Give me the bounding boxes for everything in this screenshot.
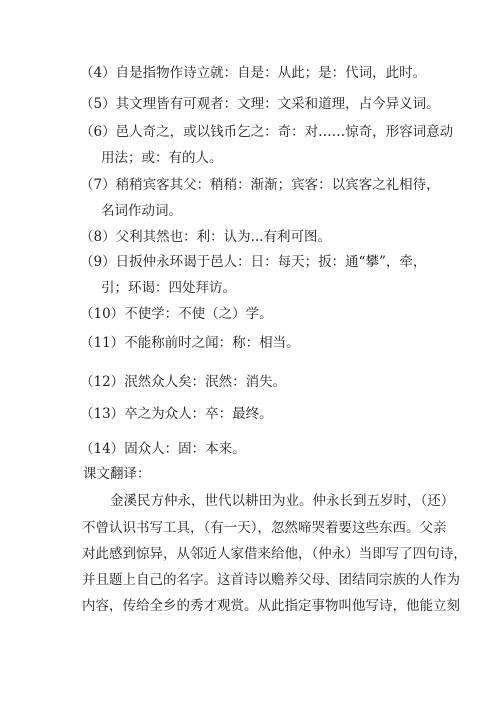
note-number: （8） [80,229,116,245]
note-10 [80,305,273,323]
note-12 [80,373,286,391]
note-text: 父利其然也：利：认为...有利可图。 [115,229,331,245]
note-text: 自是指物作诗立就：自是：从此；是：代词，此时。 [115,65,427,81]
note-text: 名词作动词。 [101,203,182,219]
note-text: 邑人奇之，或以钱币乞之：奇：对……惊奇，形容词意动 [115,124,454,140]
note-text: 稍稍宾客其父：稍稍：渐渐；宾客：以宾客之礼相待， [115,177,440,193]
note-number: （10） [80,306,125,322]
note-number: （11） [80,335,125,351]
note-number: （6） [80,124,116,140]
note-11 [80,334,300,352]
translation-line: 并且题上自己的名字。这首诗以赡养父母、团结同宗族的人作为 [82,572,460,588]
note-6-continued [101,149,223,167]
note-text: 不使学：不使（之）学。 [124,306,273,322]
note-text: 不能称前时之闻：称：相当。 [124,335,300,351]
note-text: 其文理皆有可观者：文理：文采和道理，占今异义词。 [115,96,440,112]
note-number: （7） [80,177,116,193]
note-text: 卒之为众人：卒：最终。 [124,406,273,422]
note-number: （9） [80,254,116,270]
translation-line: 对此感到惊异，从邻近人家借来给他，（仲永）当即写了四句诗， [82,546,467,562]
note-8 [80,228,331,246]
note-number: （12） [80,374,125,390]
note-text: 用法；或：有的人。 [101,150,223,166]
note-text: 泯然众人矣：泯然：消失。 [124,374,287,390]
translation-line: 不曾认识书写工具，（有一天），忽然啼哭着要这些东西。父亲 [82,520,447,536]
note-9 [80,253,426,271]
note-7-continued [101,202,182,220]
note-number: （13） [80,406,125,422]
note-6 [80,123,453,141]
translation-line: 金溪民方仲永，世代以耕田为业。仲永长到五岁时，（还） [110,493,455,509]
note-number: （4） [80,65,116,81]
note-9-continued [101,279,236,297]
note-text: 日扳仲永环谒于邑人：日：每天；扳：通“攀”，牵， [115,254,427,270]
note-7 [80,176,440,194]
note-text: 固众人：固：本来。 [124,441,246,457]
note-number: （14） [80,441,125,457]
note-4 [80,64,426,82]
note-text: 引；环谒：四处拜访。 [101,280,236,296]
note-number: （5） [80,96,116,112]
note-13 [80,405,273,423]
translation-line: 内容，传给全乡的秀才观赏。从此指定事物叫他写诗，他能立刻 [82,598,460,614]
note-5 [80,95,440,113]
translation-heading: 课文翻译： [83,466,151,482]
note-14 [80,440,246,458]
